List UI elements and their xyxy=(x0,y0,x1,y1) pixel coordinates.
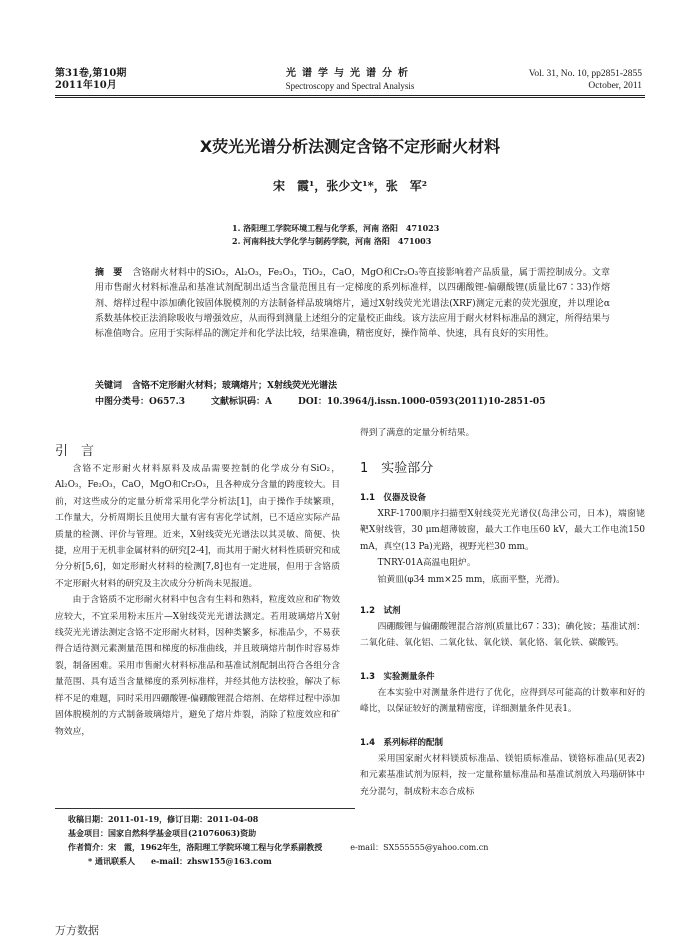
section-1-2-heading: 1.2 试剂 xyxy=(360,606,401,616)
footnote-author-bio xyxy=(68,840,488,855)
standards-paragraph: 采用国家耐火材料镁质标准品、镁铝质标准品、镁铬标准品(见表2)和元素基准试剂为原料，按一定量称量标准品和基准试剂放入玛瑙研钵中充分混匀，制成粉末态合成标 xyxy=(360,754,645,797)
header-rule xyxy=(55,95,645,96)
furnace-paragraph: TNRY-01A高温电阻炉。 xyxy=(377,558,476,569)
doi: DOI：10.3964/j.issn.1000-0593(2011)10-2851-05 xyxy=(298,397,546,407)
watermark-text: 万方数据 xyxy=(55,924,99,937)
intro-body xyxy=(55,461,340,740)
intro-paragraph-2: 由于含铬质不定形耐火材料中包含有生料和熟料，粒度效应和矿物效应较大，不宜采用粉末压片—X射线荧光光谱法测定。若用玻璃熔片X射线荧光光谱法测定含铬不定形耐火材料，因种类繁多，标准品少，不易获得合适待测元素测量范围和梯度的标准曲线，并且玻璃熔片制作时容易炸裂，制备困难。采用市售耐火材料标准品和基准试剂配制出符合各组分含量范围、具有适当含量梯度的系列标准样，并经其他方法校验，解决了标样不足的难题，同时采用四硼酸锂-偏硼酸锂混合熔剂、在熔样过程中添加固体脱模剂的方式制备玻璃熔片，避免了熔片炸裂，消除了粒度效应和矿物效应， xyxy=(55,595,340,737)
section-1-4-heading: 1.4 系列标样的配制 xyxy=(360,738,444,748)
author-email: e-mail：SX555555@yahoo.com.cn xyxy=(350,843,489,852)
intro-paragraph-1: 含铬不定形耐火材料原料及成品需要控制的化学成分有SiO₂，Al₂O₃，Fe₂O₃，CaO，MgO和Cr₂O₃，且各种成分含量的跨度较大。目前，对这些成分的定量分析常采用化学分析法[1]，由于操作手续繁琐，工作量大，分析周期长且使用大量有害有害化学试剂，已不适应实际产品质量的检测、评价与管理。近来，X射线荧光光谱法以其灵敏、简便、快捷，应用于无机非金属材料的研究[2-4]，而其用于耐火材料性质研究和成分分析[5,6]，如定形耐火材料的检测[7,8]也有一定进展，但用于含铬质不定形耐火材料的研究及主次成分分析尚未见报道。 xyxy=(55,464,340,589)
journal-name-zh: 光谱学与光谱分析 xyxy=(286,68,414,79)
journal-name-en: Spectroscopy and Spectral Analysis xyxy=(285,81,415,91)
author-bio-text: 作者简介：宋 霞，1962年生，洛阳理工学院环境工程与化学系副教授 xyxy=(68,842,323,852)
classification-line xyxy=(95,394,571,407)
abstract xyxy=(95,266,610,342)
affiliation-2: 2. 河南科技大学化学与制药学院，河南 洛阳 471003 xyxy=(232,236,432,246)
affiliation-1: 1. 洛阳理工学院环境工程与化学系，河南 洛阳 471023 xyxy=(232,223,440,233)
header-date-zh: 2011年10月 xyxy=(55,80,117,91)
header-issue-en xyxy=(529,68,642,92)
header-date-en: October, 2011 xyxy=(588,81,642,91)
section-1-3-body xyxy=(360,685,645,718)
clc-number: 中图分类号：O657.3 xyxy=(95,397,186,407)
section-1-1-heading: 1.1 仪器及设备 xyxy=(360,493,427,503)
paper-title: X荧光光谱分析法测定含铬不定形耐火材料 xyxy=(199,137,501,156)
reagents-paragraph: 四硼酸锂与偏硼酸锂混合溶剂(质量比67∶33)；碘化铵；基准试剂：二氧化硅、氧化铝、二氧化钛、氧化镁、氧化铬、氧化铁、碳酸钙。 xyxy=(360,622,645,649)
footnote-fund: 基金项目：国家自然科学基金项目(21076063)资助 xyxy=(68,828,257,838)
header-volume-zh: 第31卷,第10期 xyxy=(55,68,127,79)
abstract-text: 含铬耐火材料中的SiO₂，Al₂O₃，Fe₂O₃，TiO₂，CaO，MgO和Cr₂O₃等直接影响着产品质量，属于需控制成分。文章用市售耐火材料标准品和基准试剂配制出适当含量范围且有一定梯度的系列标准样，以四硼酸锂-偏硼酸锂(质量比67∶33)作熔剂、熔样过程中添加碘化铵固体脱模剂的方法制备样品玻璃熔片，通过X射线荧光光谱法(XRF)测定元素的荧光强度，并以理论α系数基体校正法消除吸收与增强效应，从而得到测量上述组分的定量校正曲线。该方法应用于耐火材料标准品的测定，所得结果与标准值吻合。应用于实际样品的测定并和化学法比较，结果准确，精密度好，操作简单、快速，具有良好的实用性。 xyxy=(95,268,610,340)
section-1-1-body xyxy=(360,506,645,588)
instrument-paragraph: XRF-1700顺序扫描型X射线荧光光谱仪(岛津公司，日本)，端窗铑靶X射线管，30 μm超薄铍窗，最大工作电压60 kV，最大工作电流150 mA，真空(13 Pa)光路，视野光栏30 mm。 xyxy=(360,509,645,552)
section-1-4-body xyxy=(360,751,645,800)
footnote-received: 收稿日期：2011-01-19，修订日期：2011-04-08 xyxy=(68,814,259,824)
section-1-heading: 1 实验部分 xyxy=(360,461,434,476)
crucible-paragraph: 铂黄皿(φ34 mm×25 mm，底面平整，光滑)。 xyxy=(377,574,565,585)
conditions-paragraph: 在本实验中对测量条件进行了优化，应得到尽可能高的计数率和好的峰比，以保证较好的测量精密度，详细测量条件见表1。 xyxy=(360,688,645,715)
section-1-3-heading: 1.3 实验测量条件 xyxy=(360,672,435,682)
footnote-rule xyxy=(55,808,355,809)
section-1-2-body xyxy=(360,619,645,652)
header-rule-thin xyxy=(55,97,645,98)
keywords-label: 关键词 xyxy=(95,381,123,391)
header-volume-en: Vol. 31, No. 10, pp2851-2855 xyxy=(528,69,642,79)
footnote-corresponding: * 通讯联系人 e-mail：zhsw155@163.com xyxy=(88,856,272,866)
keywords xyxy=(95,378,337,391)
intro-heading: 引 言 xyxy=(55,444,95,459)
abstract-label: 摘 要 xyxy=(95,268,123,278)
keywords-text: 含铬不定形耐火材料；玻璃熔片；X射线荧光光谱法 xyxy=(132,381,337,391)
document-code: 文献标识码：A xyxy=(211,397,273,407)
author-list: 宋 霞¹，张少文¹*，张 军² xyxy=(272,179,428,193)
right-col-continuation: 得到了满意的定量分析结果。 xyxy=(360,428,475,438)
